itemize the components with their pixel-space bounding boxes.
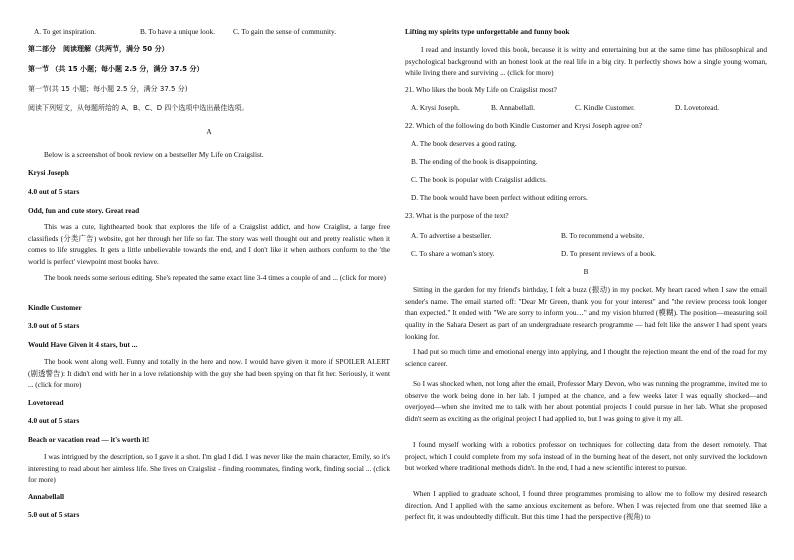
q23-option-a: A. To advertise a bestseller. [411,231,492,240]
question-23-stem: 23. What is the purpose of the text? [405,211,509,220]
q22-option-b: B. The ending of the book is disappointing. [411,157,538,166]
passage-b-paragraph-3: So I was shocked when, not long after the email, Professor Mary Devon, who was running the programme, invited me to observe the work being done in her lab. I jumped at the chance, and a few weeks later I was equally shocked—and overjoyed—when she invited me to talk with her about potential projects I could pursue in her lab. What she proposed didn't seem as exciting as the original project I had applied to, but I was going to give it my all. [405,379,767,424]
question-22-stem: 22. Which of the following do both Kindle Customer and Krysi Joseph agree on? [405,121,642,130]
review-1-name: Krysi Joseph [28,168,69,177]
q23-option-d: D. To present reviews of a book. [561,249,657,258]
question-21-stem: 21. Who likes the book My Life on Craigslist most? [405,85,557,94]
passage-b-paragraph-2: I had put so much time and emotional energy into applying, and I thought the rejection meant the end of the road for my science career. [405,347,767,368]
q21-option-a: A. Krysi Joseph. [411,103,460,112]
option-b: B. To have a unique look. [140,27,215,36]
review-3-stars: 4.0 out of 5 stars [28,416,80,425]
q22-option-c: C. The book is popular with Craigslist addicts. [411,175,547,184]
option-c: C. To gain the sense of community. [233,27,337,36]
passage-b-paragraph-5: When I applied to graduate school, I found three programmes promising to allow me to follow my desired research direction. And I applied with the same anxious excitement as before. When I was rejected from one that seemed like a perfect fit, it was undoubtedly difficult. But this time I had the perspective (视角) to [405,489,767,522]
q22-option-a: A. The book deserves a good rating. [411,139,517,148]
part2-title: 第二部分 阅读理解（共两节，满分 50 分） [28,45,169,53]
review-1-title: Odd, fun and cute story. Great read [28,206,140,215]
review-5-text: I read and instantly loved this book, because it is witty and entertaining but at the same time has philosophical and psychological background with an honest look at the real life in a big city. It perfectly shows how a single young woman, while living there and surviving ... (click for more) [405,45,767,78]
review-3-text: I was intrigued by the description, so I gave it a shot. I'm glad I did. I was never like the main character, Emily, so it's interesting to read about her aimless life. She lives on Craigslist - finding roommates, finding work, finding social ... (click for more) [28,452,390,485]
q21-option-d: D. Lovetoread. [675,103,719,112]
option-a: A. To get inspiration. [34,27,96,36]
passage-b-paragraph-4: I found myself working with a robotics professor on techniques for collecting data from the desert remotely. That project, which I could complete from my sofa instead of in the burning heat of the desert, not only survived the lockdown but worked where traditional methods didn't. In the end, I had a new scientific interest to pursue. [405,440,767,473]
instruction: 阅读下列短文，从每题所给的 A、B、C、D 四个选项中选出最佳选项。 [28,104,249,112]
passage-b-paragraph-1: Sitting in the garden for my friend's birthday, I felt a buzz (振动) in my pocket. My heart raced when I saw the email sender's name. The email started off: "Dear Mr Green, thank you for your interest" and "the review process took longer than expected." It ended with "We are sorry to inform you…" and my vision blurred (模糊). The position—measuring soil quality in the Sahara Desert as part of an undergraduate research programme — had felt like the answer I had spent years looking for. [405,285,767,341]
review-1-stars: 4.0 out of 5 stars [28,187,80,196]
review-4-stars: 5.0 out of 5 stars [28,510,80,519]
review-2-text: The book went along well. Funny and totally in the here and now. I would have given it more if SPOILER ALERT (剧透警告): It didn't end with her in a love relationship with the guy she had been spying on that fit her. Seriously, it went ... (click for more) [28,357,390,390]
review-1-text: This was a cute, lighthearted book that explores the life of a Craigslist addict, and how Craiglist, a large free classifieds (分类广告) website, got her through her life so far. The story was well thought out and pretty realistic when it comes to life struggles. It gets a little unbelievable towards the end, and I don't like it when authors conform to the 'the world is perfect' viewpoint most books have. [28,222,390,267]
review-3-name: Lovetoread [28,398,64,407]
review-5-title: Lifting my spirits type unforgettable and funny book [405,27,570,36]
passage-b-label: B [583,267,589,276]
review-2-stars: 3.0 out of 5 stars [28,321,80,330]
review-1-text-2: The book needs some serious editing. She's repeated the same exact line 3-4 times a couple of and ... (click for more) [44,273,386,282]
section1-note: 第一节(共 15 小题；每小题 2.5 分，满分 37.5 分) [28,85,188,93]
q21-option-b: B. Annabellall. [491,103,535,112]
review-3-title: Beach or vacation read — it's worth it! [28,435,150,444]
review-2-name: Kindle Customer [28,303,82,312]
section1-title: 第一节 （共 15 小题；每小题 2.5 分，满分 37.5 分） [28,65,204,73]
passage-a-label: A [206,127,212,136]
q23-option-b: B. To recommend a website. [561,231,645,240]
q22-option-d: D. The book would have been perfect without editing errors. [411,193,588,202]
review-2-title: Would Have Given it 4 stars, but ... [28,340,138,349]
passage-intro: Below is a screenshot of book review on a bestseller My Life on Craigslist. [44,150,264,159]
q21-option-c: C. Kindle Customer. [575,103,635,112]
review-4-name: Annabellall [28,492,65,501]
q23-option-c: C. To share a woman's story. [411,249,495,258]
